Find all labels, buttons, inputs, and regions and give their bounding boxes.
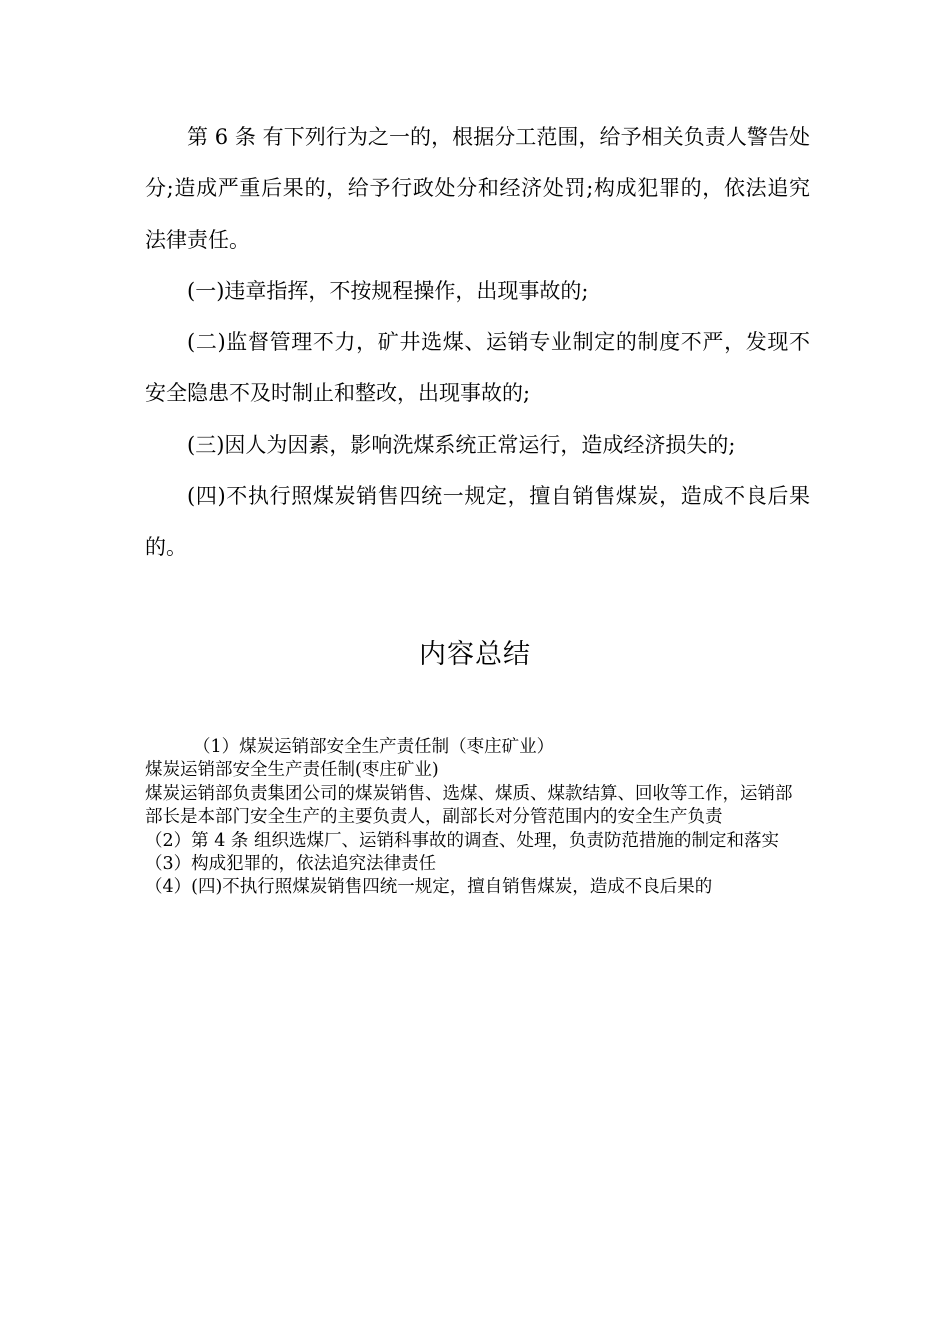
article-paragraph: (二)监督管理不力，矿井选煤、运销专业制定的制度不严，发现不安全隐患不及时制止和整改，出现事故的;: [145, 330, 810, 406]
article-body: [145, 112, 810, 574]
article-paragraph: 第 6 条 有下列行为之一的，根据分工范围，给予相关负责人警告处分;造成严重后果的，给予行政处分和经济处罚;构成犯罪的，依法追究法律责任。: [145, 125, 810, 252]
summary-item: （3）构成犯罪的，依法追究法律责任: [145, 854, 437, 875]
article-paragraph: (三)因人为因素，影响洗煤系统正常运行，造成经济损失的;: [187, 432, 736, 457]
summary-list: [145, 736, 805, 900]
summary-item: （2）第 4 条 组织选煤厂、运销科事故的调查、处理，负责防范措施的制定和落实: [145, 830, 779, 851]
summary-item: （1）煤炭运销部安全生产责任制（枣庄矿业）: [193, 737, 555, 757]
article-paragraph: (四)不执行照煤炭销售四统一规定，擅自销售煤炭，造成不良后果的。: [145, 484, 810, 560]
summary-item: 煤炭运销部安全生产责任制(枣庄矿业): [145, 760, 439, 781]
article-paragraph: (一)违章指挥，不按规程操作，出现事故的;: [187, 278, 589, 303]
summary-title: 内容总结: [419, 639, 531, 670]
summary-item: 煤炭运销部负责集团公司的煤炭销售、选煤、煤质、煤款结算、回收等工作，运销部部长是本部门安全生产的主要负责人，副部长对分管范围内的安全生产负责: [145, 783, 793, 828]
summary-item: （4）(四)不执行照煤炭销售四统一规定，擅自销售煤炭，造成不良后果的: [145, 877, 713, 898]
